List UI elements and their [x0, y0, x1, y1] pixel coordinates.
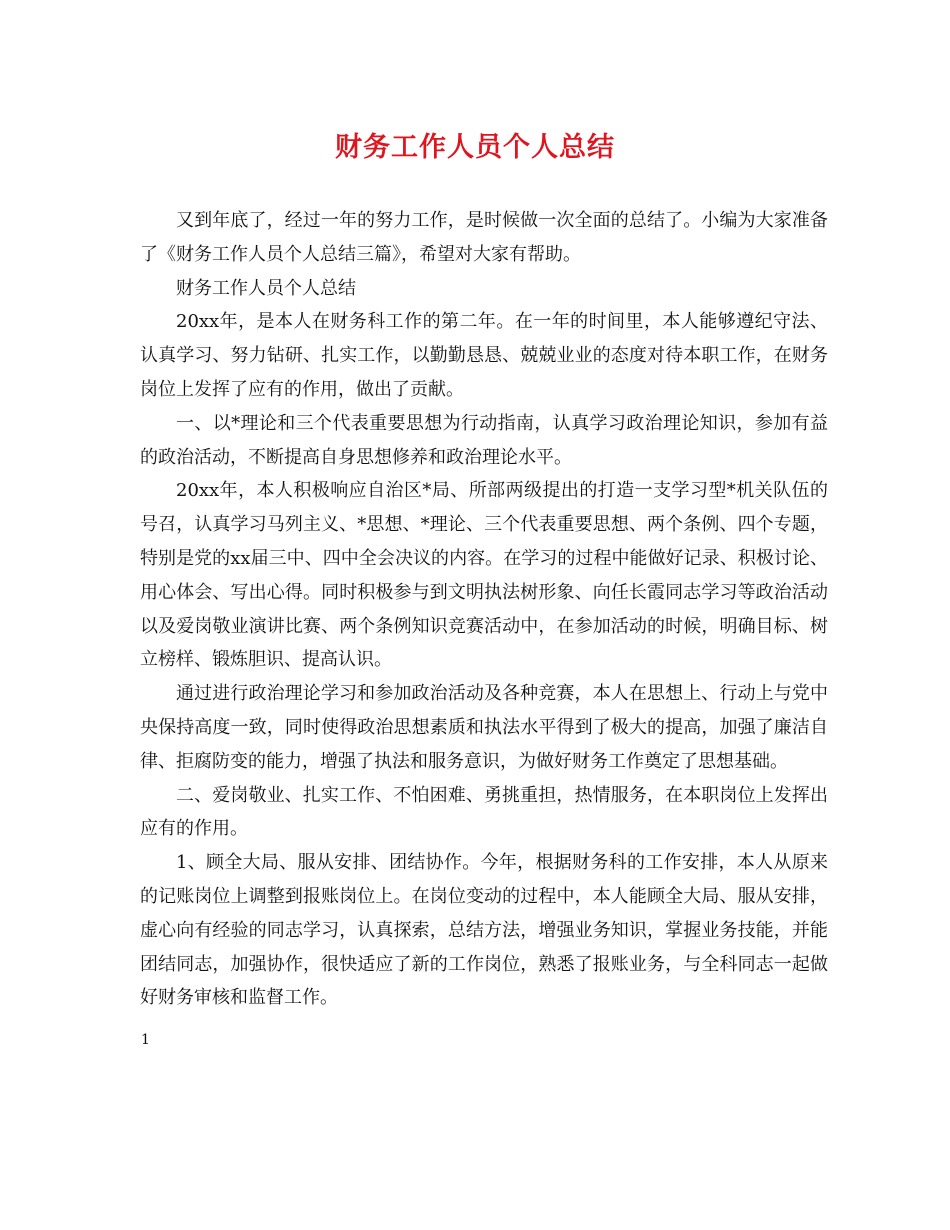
- paragraph-item-one: 1、顾全大局、服从安排、团结协作。今年，根据财务科的工作安排，本人从原来的记账岗位上调整到报账岗位上。在岗位变动的过程中，本人能顾全大局、服从安排，虚心向有经验的同志学习，认真探索，总结方法，增强业务知识，掌握业务技能，并能团结同志，加强协作，很快适应了新的工作岗位，熟悉了报账业务，与全科同志一起做好财务审核和监督工作。: [140, 852, 828, 1009]
- paragraph-study: 20xx年，本人积极响应自治区*局、所部两级提出的打造一支学习型*机关队伍的号召，认真学习马列主义、*思想、*理论、三个代表重要思想、两个条例、四个专题，特别是党的xx届三中、四中全会决议的内容。在学习的过程中能做好记录、积极讨论、用心体会、写出心得。同时积极参与到文明执法树形象、向任长霞同志学习等政治活动以及爱岗敬业演讲比赛、两个条例知识竞赛活动中，在参加活动的时候，明确目标、树立榜样、锻炼胆识、提高认识。: [140, 480, 828, 671]
- document-title: 财务工作人员个人总结: [335, 132, 615, 163]
- paragraph-results: 通过进行政治理论学习和参加政治活动及各种竞赛，本人在思想上、行动上与党中央保持高度一致，同时使得政治思想素质和执法水平得到了极大的提高，加强了廉洁自律、拒腐防变的能力，增强了执法和服务意识，为做好财务工作奠定了思想基础。: [140, 683, 828, 772]
- paragraph-overview: 20xx年，是本人在财务科工作的第二年。在一年的时间里，本人能够遵纪守法、认真学习、努力钻研、扎实工作，以勤勤恳恳、兢兢业业的态度对待本职工作，在财务岗位上发挥了应有的作用，做出了贡献。: [140, 311, 828, 400]
- paragraph-intro: 又到年底了，经过一年的努力工作，是时候做一次全面的总结了。小编为大家准备了《财务工作人员个人总结三篇》，希望对大家有帮助。: [140, 210, 828, 265]
- paragraph-section-two-heading: 二、爱岗敬业、扎实工作、不怕困难、勇挑重担，热情服务，在本职岗位上发挥出应有的作用。: [140, 784, 828, 840]
- document-body: [140, 204, 828, 1015]
- page-number: 1: [141, 1032, 150, 1048]
- paragraph-subtitle: 财务工作人员个人总结: [176, 277, 356, 299]
- paragraph-section-one-heading: 一、以*理论和三个代表重要思想为行动指南，认真学习政治理论知识，参加有益的政治活动，不断提高自身思想修养和政治理论水平。: [140, 412, 828, 468]
